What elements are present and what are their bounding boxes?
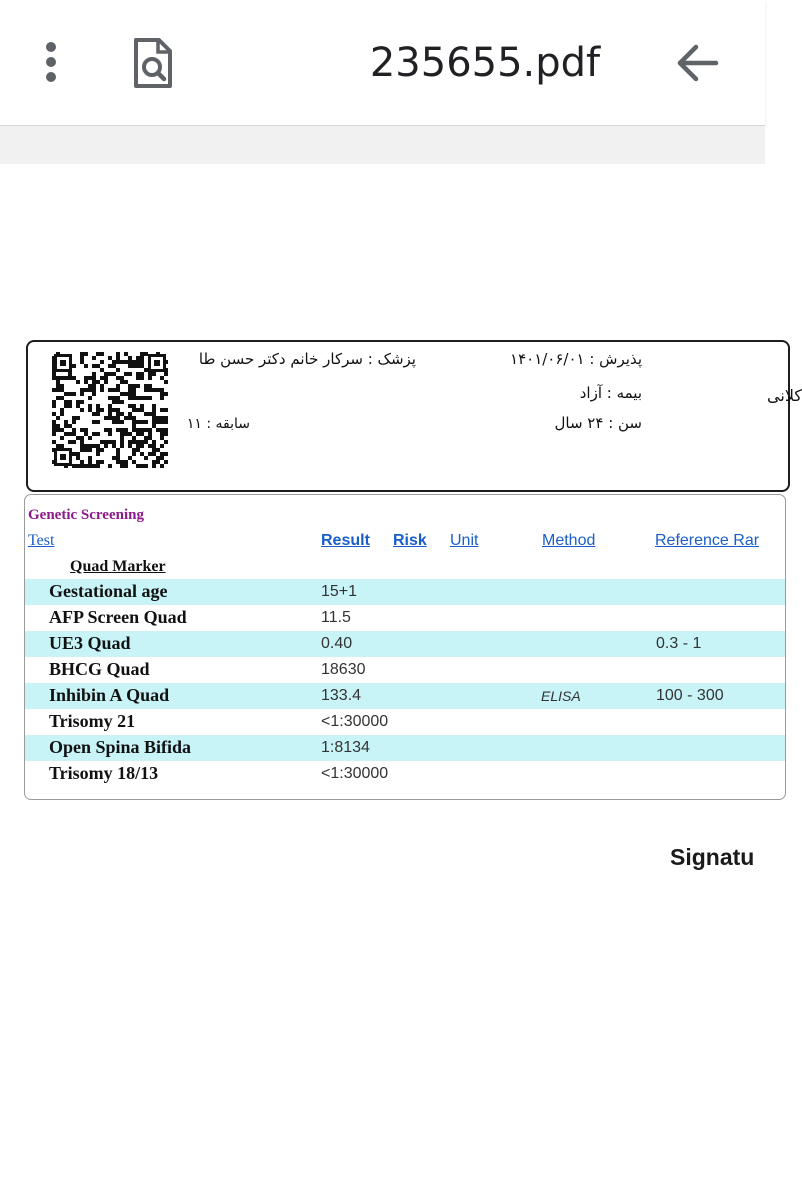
table-row bbox=[25, 605, 785, 631]
result-cell: 1:8134 bbox=[321, 739, 370, 756]
patient-age: سن : ۲۴ سال bbox=[554, 414, 642, 432]
qr-code bbox=[52, 352, 168, 468]
column-header-result[interactable]: Result bbox=[321, 532, 370, 549]
table-row bbox=[25, 631, 785, 657]
test-name-cell: UE3 Quad bbox=[49, 633, 131, 653]
result-cell: 15+1 bbox=[321, 583, 358, 600]
result-cell: 11.5 bbox=[321, 609, 351, 626]
search-document-button[interactable] bbox=[128, 36, 178, 90]
table-row bbox=[25, 735, 785, 761]
insurance: بیمه : آزاد bbox=[579, 384, 642, 402]
test-name-cell: Open Spina Bifida bbox=[49, 737, 192, 757]
test-name-cell: Trisomy 21 bbox=[49, 711, 136, 731]
viewer-toolbar-shadow bbox=[0, 126, 765, 164]
table-row bbox=[25, 657, 785, 683]
patient-history-number: سابقه : ١١ bbox=[186, 416, 250, 432]
column-header-reference-range[interactable]: Reference Rar bbox=[655, 532, 760, 549]
document-title: 235655.pdf bbox=[369, 40, 601, 86]
result-cell: <1:30000 bbox=[321, 765, 389, 782]
results-table bbox=[24, 494, 786, 800]
doctor-name: پزشک : سرکار خانم دکتر حسن طا bbox=[198, 350, 416, 368]
test-name-cell: Inhibin A Quad bbox=[49, 685, 170, 705]
column-header-test[interactable]: Test bbox=[28, 532, 55, 549]
group-title: Quad Marker bbox=[70, 558, 166, 575]
patient-name-fragment: کلانی bbox=[767, 386, 802, 405]
test-name-cell: BHCG Quad bbox=[49, 659, 150, 679]
test-name-cell: Gestational age bbox=[49, 581, 168, 601]
more-vert-icon-dot bbox=[46, 72, 56, 82]
pdf-page[interactable] bbox=[0, 164, 802, 1200]
test-name-cell: AFP Screen Quad bbox=[49, 607, 187, 627]
reference-range-cell: 0.3 - 1 bbox=[656, 635, 702, 652]
more-vert-icon-dot bbox=[46, 57, 56, 67]
test-name-cell: Trisomy 18/13 bbox=[49, 763, 159, 783]
search-document-icon bbox=[128, 36, 178, 90]
arrow-back-icon bbox=[672, 40, 724, 86]
result-cell: 18630 bbox=[321, 661, 366, 678]
more-vert-icon bbox=[46, 42, 56, 52]
reference-range-cell: 100 - 300 bbox=[656, 687, 724, 704]
back-button[interactable] bbox=[672, 40, 724, 86]
column-header-unit[interactable]: Unit bbox=[450, 532, 479, 549]
result-cell: 0.40 bbox=[321, 635, 353, 652]
section-title: Genetic Screening bbox=[28, 507, 144, 523]
table-row bbox=[25, 761, 785, 787]
table-row bbox=[25, 709, 785, 735]
table-row bbox=[25, 579, 785, 605]
result-cell: 133.4 bbox=[321, 687, 362, 704]
patient-info-box bbox=[26, 340, 802, 492]
table-row bbox=[25, 683, 785, 709]
more-options-button[interactable] bbox=[34, 36, 70, 88]
result-cell: <1:30000 bbox=[321, 713, 389, 730]
signature-label: Signatu bbox=[670, 844, 755, 870]
top-app-bar bbox=[0, 0, 765, 126]
admission-date: پذیرش : ۱۴۰۱/۰۶/۰۱ bbox=[510, 350, 642, 368]
column-header-risk[interactable]: Risk bbox=[393, 532, 427, 549]
method-cell: ELISA bbox=[541, 688, 581, 704]
column-header-method[interactable]: Method bbox=[542, 532, 596, 549]
